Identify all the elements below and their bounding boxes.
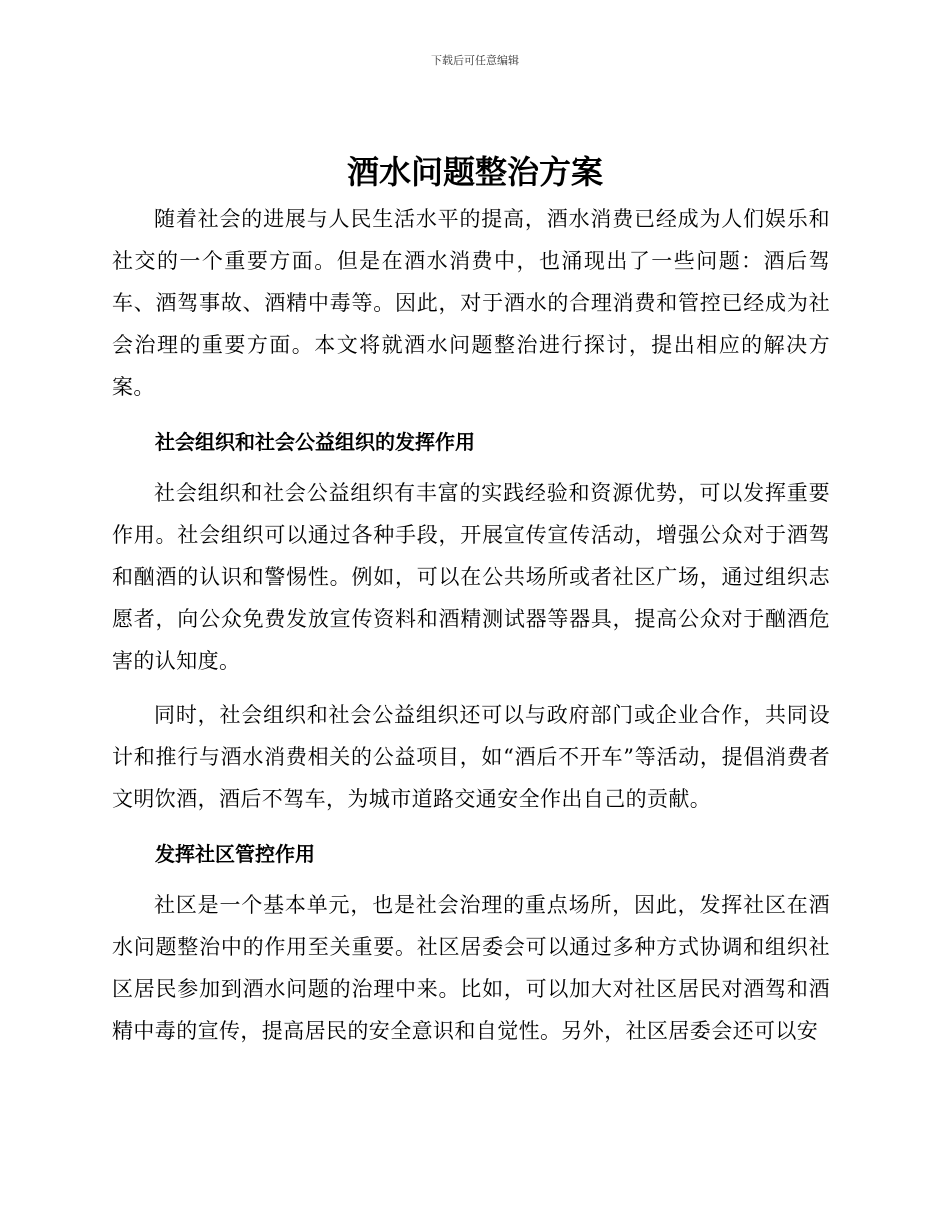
- section-heading-community-control: 发挥社区管控作用: [155, 842, 315, 866]
- page-header: 下载后可任意编辑: [431, 54, 519, 67]
- document-title: 酒水问题整治方案: [346, 153, 603, 191]
- paragraph: 社区是一个基本单元，也是社会治理的重点场所，因此，发挥社区在酒水问题整治中的作用至关重要。社区居委会可以通过多种方式协调和组织社区居民参加到酒水问题的治理中来。比如，可以加大对社区居民对酒驾和酒精中毒的宣传，提高居民的安全意识和自觉性。另外，社区居委会还可以安: [112, 893, 830, 1043]
- intro-paragraph: 随着社会的进展与人民生活水平的提高，酒水消费已经成为人们娱乐和社交的一个重要方面。但是在酒水消费中，也涌现出了一些问题：酒后驾车、酒驾事故、酒精中毒等。因此，对于酒水的合理消费和管控已经成为社会治理的重要方面。本文将就酒水问题整治进行探讨，提出相应的解决方案。: [112, 207, 830, 399]
- document-body: [112, 198, 830, 1052]
- paragraph: 同时，社会组织和社会公益组织还可以与政府部门或企业合作，共同设计和推行与酒水消费相关的公益项目，如“酒后不开车”等活动，提倡消费者文明饮酒，酒后不驾车，为城市道路交通安全作出自己的贡献。: [112, 703, 830, 811]
- section-heading-social-organizations: 社会组织和社会公益组织的发挥作用: [155, 430, 475, 454]
- paragraph: 社会组织和社会公益组织有丰富的实践经验和资源优势，可以发挥重要作用。社会组织可以通过各种手段，开展宣传宣传活动，增强公众对于酒驾和酗酒的认识和警惕性。例如，可以在公共场所或者社区广场，通过组织志愿者，向公众免费发放宣传资料和酒精测试器等器具，提高公众对于酗酒危害的认知度。: [112, 481, 830, 673]
